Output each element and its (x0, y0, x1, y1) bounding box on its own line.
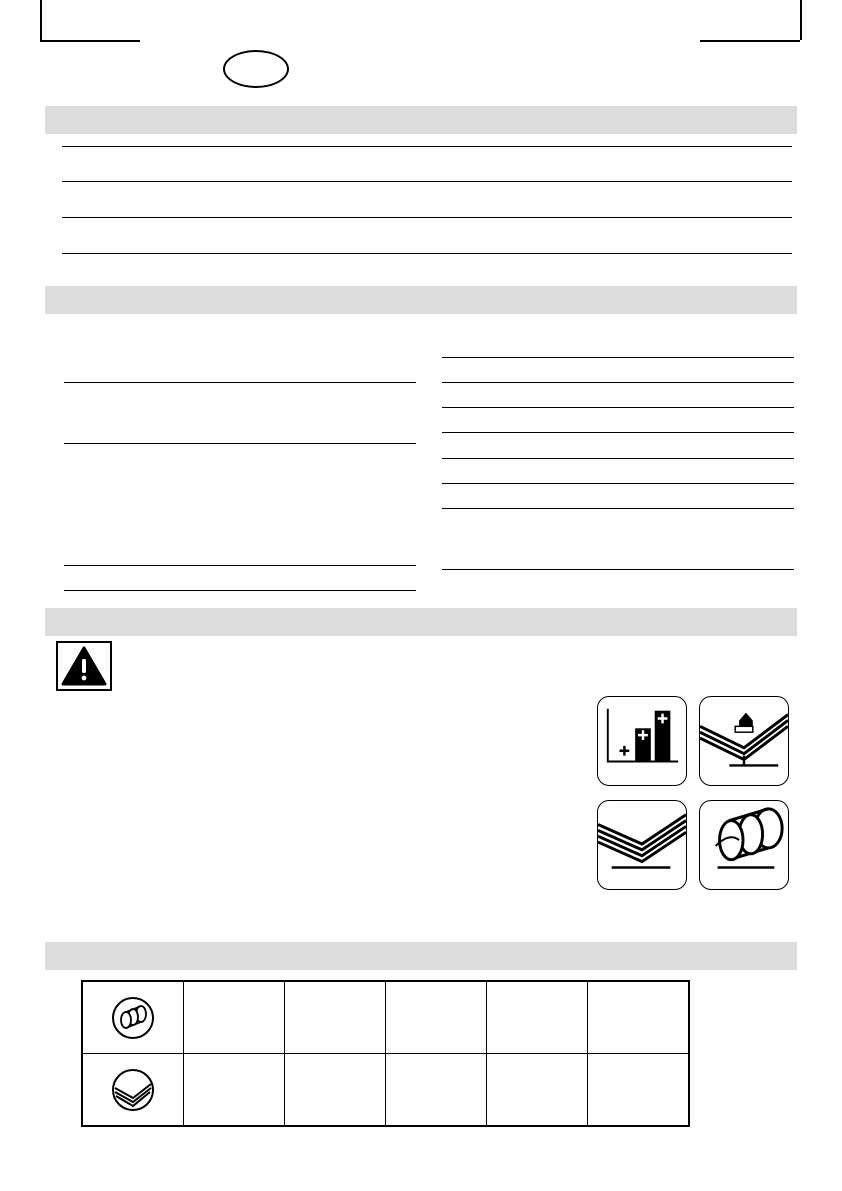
rule (64, 443, 416, 444)
warning-triangle-icon (58, 643, 110, 689)
sheet-layers-icon (111, 1068, 155, 1112)
table-cell (588, 981, 690, 1054)
rule (64, 590, 416, 591)
rule (442, 382, 794, 383)
table-row (82, 1054, 689, 1127)
rule (62, 217, 792, 218)
section-band-1 (45, 106, 797, 134)
table-row-icon-cell (82, 1054, 184, 1127)
pipe-icon (111, 996, 155, 1040)
crop-mark-top-right-v (800, 0, 802, 40)
stacked-sheets-icon (597, 800, 687, 890)
sheet-lift-icon (699, 696, 789, 786)
crop-mark-top-left-v (40, 0, 42, 40)
language-badge (223, 50, 289, 88)
crop-mark-top-left-h (40, 40, 140, 42)
table-cell (487, 1054, 588, 1127)
section-band-4 (45, 942, 797, 970)
rule (64, 565, 416, 566)
table-cell (285, 981, 386, 1054)
warning-frame (56, 641, 112, 691)
table-cell (487, 981, 588, 1054)
section-band-2 (45, 286, 797, 314)
table-cell (386, 1054, 487, 1127)
rule (442, 357, 794, 358)
table-cell (386, 981, 487, 1054)
table-cell (285, 1054, 386, 1127)
table-cell (184, 1054, 285, 1127)
rule (442, 508, 794, 509)
section-band-3 (45, 608, 797, 636)
rule (442, 483, 794, 484)
rule (442, 407, 794, 408)
rule (442, 432, 794, 433)
rule (62, 146, 792, 147)
rule (62, 181, 792, 182)
specs-table (81, 980, 690, 1127)
table-row (82, 981, 689, 1054)
rule (442, 458, 794, 459)
table-cell (184, 981, 285, 1054)
rule (62, 253, 792, 254)
table-row-icon-cell (82, 981, 184, 1054)
pipe-cutting-icon (699, 800, 789, 890)
crop-mark-top-right-h (700, 40, 800, 42)
rule (64, 382, 416, 383)
table-cell (588, 1054, 690, 1127)
power-levels-chart-icon (597, 696, 687, 786)
rule (442, 569, 794, 570)
